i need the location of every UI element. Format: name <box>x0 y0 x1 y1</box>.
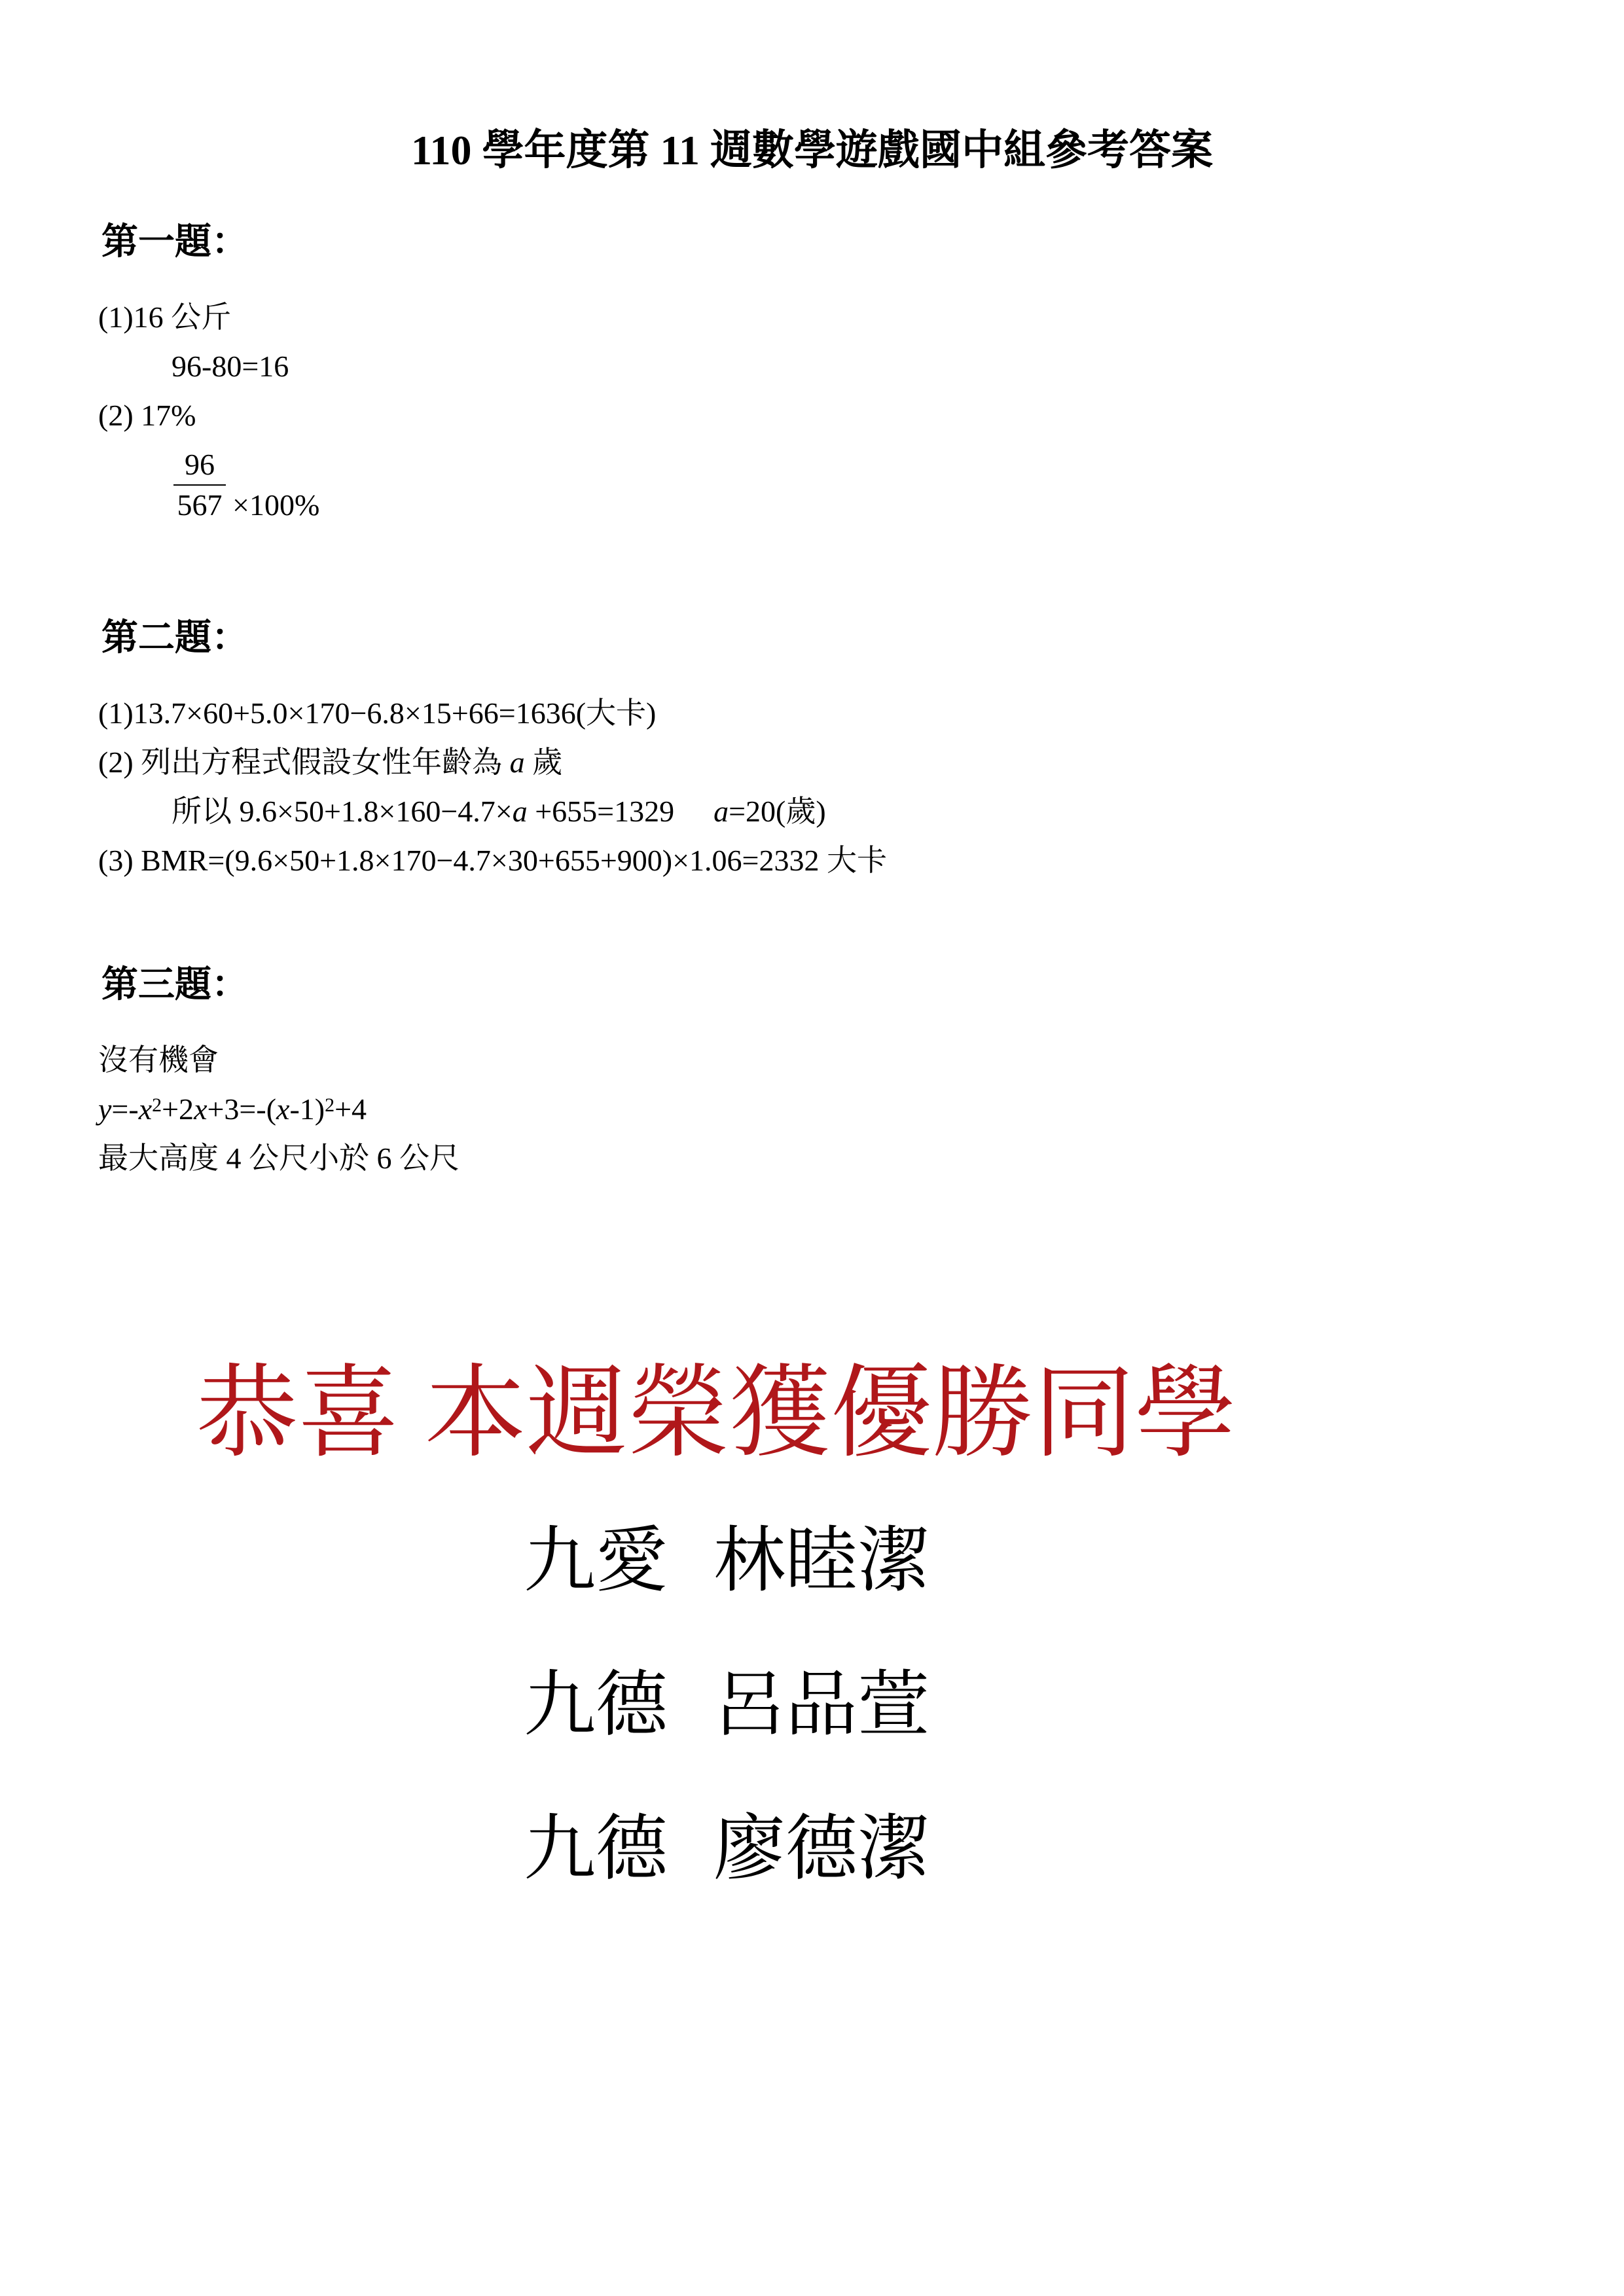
q1-answer-2: (2) 17% <box>98 399 196 432</box>
q2-equation-right: +655=1329 <box>527 795 675 828</box>
q2-answer-2-equation <box>171 789 826 834</box>
winner-1-name: 林睦潔 <box>713 1521 929 1601</box>
winner-3-class: 九德 <box>524 1809 668 1889</box>
winner-2 <box>524 1656 929 1754</box>
congrats-heading: 恭喜 本週榮獲優勝同學 <box>196 1357 1236 1470</box>
q2-result-variable: a <box>713 795 729 828</box>
q1-answer-1: (1)16 公斤 <box>98 300 232 334</box>
winner-2-name: 呂品萱 <box>713 1665 929 1745</box>
q2-equation-variable: a <box>512 795 528 828</box>
q2-result-value: =20(歲) <box>729 795 826 828</box>
q3-answer-1: 沒有機會 <box>98 1043 219 1077</box>
winner-3 <box>524 1800 929 1898</box>
q1-fraction-denominator: 567 <box>177 488 223 522</box>
q1-fraction-multiplier: ×100% <box>232 488 320 522</box>
winner-1-class: 九愛 <box>524 1521 668 1601</box>
q2-answer-2-intro: (2) 列出方程式假設女性年齡為 <box>98 745 503 779</box>
q2-answer-3: (3) BMR=(9.6×50+1.8×170−4.7×30+655+900)×1.06=2332 大卡 <box>98 844 887 877</box>
q2-answer-2 <box>98 740 562 785</box>
page-title: 110 學年度第 11 週數學遊戲國中組參考答案 <box>411 127 1213 173</box>
q1-answer-1-work: 96-80=16 <box>171 350 289 383</box>
q2-variable-a: a <box>509 745 525 779</box>
winner-1 <box>524 1512 929 1610</box>
winner-2-class: 九德 <box>524 1665 668 1745</box>
q2-equation-left: 所以 9.6×50+1.8×160−4.7× <box>171 795 513 828</box>
q2-answer-2-unit: 歲 <box>524 745 563 779</box>
q3-heading: 第三題： <box>101 965 248 1005</box>
q3-answer-3: 最大高度 4 公尺小於 6 公尺 <box>98 1141 460 1175</box>
q1-heading: 第一題： <box>101 222 248 262</box>
q3-equation: $y=-x^2+2x+3=-(x-1)^2+4$ <box>98 1092 367 1126</box>
q1-fraction-numerator: 96 <box>173 445 226 486</box>
winner-3-name: 廖德潔 <box>713 1809 929 1889</box>
q2-heading: 第二題： <box>101 618 248 658</box>
q2-answer-1: (1)13.7×60+5.0×170−6.8×15+66=1636(大卡) <box>98 696 657 730</box>
q1-fraction <box>173 445 319 525</box>
